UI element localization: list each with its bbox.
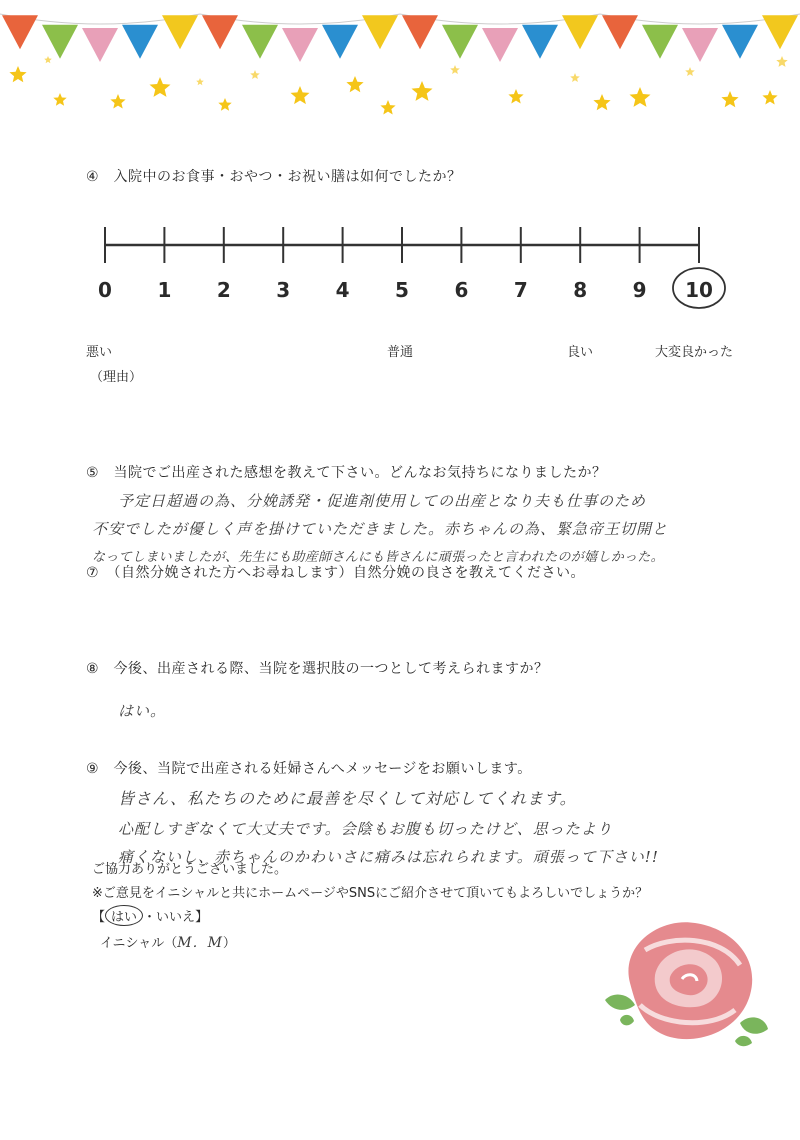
star-icon bbox=[762, 90, 777, 105]
bunting-flag bbox=[442, 25, 478, 59]
bunting-flag bbox=[402, 15, 438, 49]
consent-options bbox=[92, 905, 208, 926]
scale-tick-label[interactable]: 1 bbox=[157, 278, 172, 302]
star-icon bbox=[380, 100, 395, 115]
scale-tick-label[interactable]: 9 bbox=[632, 278, 647, 302]
star-icon bbox=[250, 70, 260, 79]
scale-label-good: 良い bbox=[567, 345, 594, 360]
consent-bracket-open: 【 bbox=[92, 910, 106, 925]
scale-tick-label[interactable]: 10 bbox=[685, 278, 713, 302]
initial-close: ） bbox=[222, 936, 236, 951]
bunting-flag bbox=[722, 25, 758, 59]
rating-scale bbox=[80, 215, 740, 315]
bunting-flag bbox=[202, 15, 238, 49]
scale-label-normal: 普通 bbox=[387, 345, 414, 360]
consent-separator: ・ bbox=[143, 910, 157, 925]
scale-label-very-good: 大変良かった bbox=[655, 345, 734, 360]
initial-value[interactable]: M．M bbox=[177, 935, 223, 951]
bunting-garland bbox=[0, 14, 800, 62]
scale-tick-label[interactable]: 2 bbox=[216, 278, 231, 302]
bunting-flag bbox=[682, 28, 718, 62]
star-icon bbox=[218, 98, 231, 111]
rose-illustration bbox=[600, 905, 770, 1055]
reason-label: （理由） bbox=[90, 370, 143, 385]
scale-label-bad: 悪い bbox=[86, 345, 113, 360]
star-icon bbox=[291, 86, 310, 104]
star-icon bbox=[412, 81, 433, 101]
answer-5-line-2: 不安でしたが優しく声を掛けていただきました。赤ちゃんの為、緊急帝王切開と bbox=[92, 520, 669, 538]
star-icon bbox=[9, 66, 26, 82]
bunting-flag bbox=[522, 25, 558, 59]
star-icon bbox=[721, 91, 738, 107]
bunting-flag bbox=[82, 28, 118, 62]
star-icon bbox=[570, 73, 580, 82]
star-decorations bbox=[9, 56, 787, 115]
scale-tick-label[interactable]: 6 bbox=[454, 278, 469, 302]
question-8: ⑧ 今後、出産される際、当院を選択肢の一つとして考えられますか？ bbox=[86, 661, 549, 677]
scale-tick-label[interactable]: 3 bbox=[276, 278, 291, 302]
answer-9-line-3: 痛くないし、赤ちゃんのかわいさに痛みは忘れられます。頑張って下さい!! bbox=[118, 848, 659, 866]
bunting-flag bbox=[42, 25, 78, 59]
star-icon bbox=[450, 65, 460, 74]
scale-tick-label[interactable]: 0 bbox=[98, 278, 112, 302]
answer-9-line-1: 皆さん、私たちのために最善を尽くして対応してくれます。 bbox=[118, 789, 577, 808]
bunting-flag bbox=[162, 15, 198, 49]
bunting-flag bbox=[322, 25, 358, 59]
answer-9-line-2: 心配しすぎなくて大丈夫です。会陰もお腹も切ったけど、思ったより bbox=[118, 820, 613, 838]
question-7: ⑦ （自然分娩された方へお尋ねします）自然分娩の良さを教えてください。 bbox=[86, 565, 586, 581]
bunting-flag bbox=[2, 15, 38, 49]
star-icon bbox=[53, 93, 66, 106]
consent-yes[interactable]: はい bbox=[105, 905, 143, 926]
scale-tick-label[interactable]: 5 bbox=[395, 278, 409, 302]
answer-5-line-1: 予定日超過の為、分娩誘発・促進剤使用しての出産となり夫も仕事のため bbox=[118, 492, 647, 510]
bunting-flag bbox=[362, 15, 398, 49]
star-icon bbox=[508, 89, 523, 104]
bunting-flag bbox=[642, 25, 678, 59]
star-icon bbox=[196, 78, 204, 85]
consent-no[interactable]: いいえ bbox=[156, 910, 196, 925]
answer-8: はい。 bbox=[118, 702, 167, 720]
initial-label: イニシャル（ bbox=[100, 936, 178, 951]
star-icon bbox=[44, 56, 52, 63]
star-icon bbox=[110, 94, 125, 109]
star-icon bbox=[630, 87, 651, 107]
bunting-flag bbox=[482, 28, 518, 62]
bunting-flag bbox=[282, 28, 318, 62]
header-decoration bbox=[0, 0, 800, 130]
bunting-flag bbox=[602, 15, 638, 49]
scale-tick-label[interactable]: 4 bbox=[335, 278, 350, 302]
bunting-flag bbox=[762, 15, 798, 49]
star-icon bbox=[150, 77, 171, 97]
scale-tick-label[interactable]: 8 bbox=[573, 278, 588, 302]
star-icon bbox=[346, 76, 363, 92]
question-4: ④ 入院中のお食事・おやつ・お祝い膳は如何でしたか？ bbox=[86, 169, 462, 185]
answer-5-line-3: なってしまいましたが、先生にも助産師さんにも皆さんに頑張ったと言われたのが嬉しかった。 bbox=[92, 550, 664, 565]
bunting-flag bbox=[242, 25, 278, 59]
consent-bracket-close: 】 bbox=[195, 910, 209, 925]
star-icon bbox=[593, 94, 610, 110]
bunting-flag bbox=[562, 15, 598, 49]
question-5: ⑤ 当院でご出産された感想を教えて下さい。どんなお気持ちになりましたか？ bbox=[86, 465, 607, 481]
bunting-flag bbox=[122, 25, 158, 59]
star-icon bbox=[776, 56, 787, 67]
star-icon bbox=[685, 67, 695, 76]
consent-question: ※ご意見をイニシャルと共にホームページやSNSにご紹介させて頂いてもよろしいでしょうか？ bbox=[92, 886, 649, 901]
initial-line bbox=[100, 932, 236, 952]
question-9: ⑨ 今後、当院で出産される妊婦さんへメッセージをお願いします。 bbox=[86, 761, 532, 777]
thanks-text: ご協力ありがとうございました。 bbox=[92, 862, 288, 877]
scale-tick-label[interactable]: 7 bbox=[513, 278, 528, 302]
